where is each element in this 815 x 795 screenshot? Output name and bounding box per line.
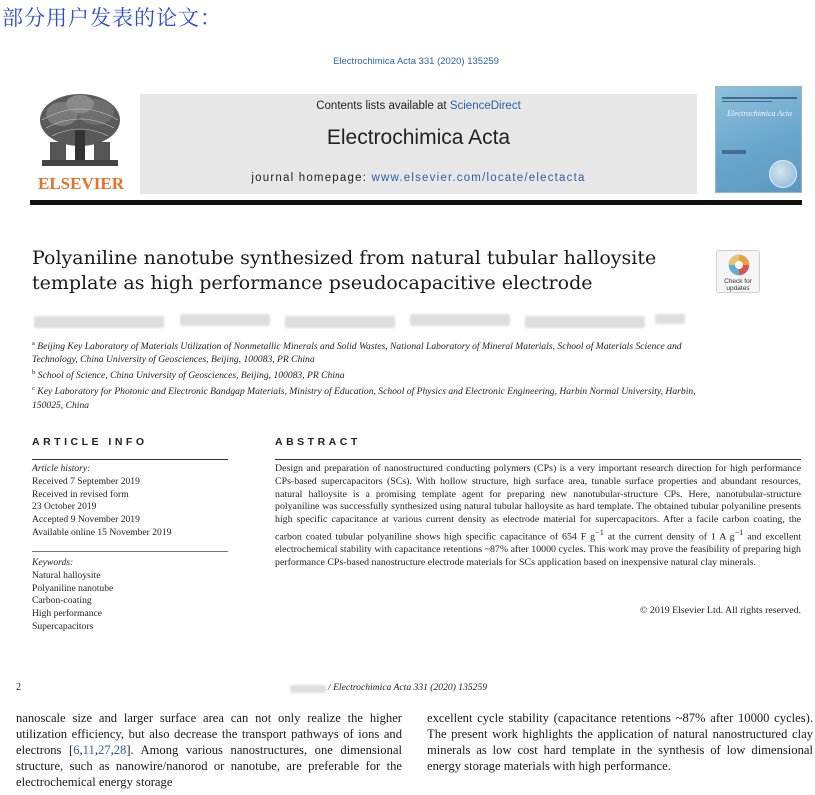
affiliations [32,337,712,412]
keyword-item: Supercapacitors [32,620,94,632]
redacted-author [525,316,645,328]
citation-link[interactable]: 27 [97,743,111,757]
affiliation-c [32,382,712,411]
cover-label [722,150,746,154]
abstract-superscript: −1 [595,527,604,537]
journal-cover-thumbnail[interactable] [715,86,802,193]
affiliation-mark: c [32,385,35,393]
page-caption: 部分用户发表的论文： [2,6,222,30]
abstract-part: and excellent electrochemical stability with capacitance retentions ~87% after 10000 cycles. This work may prove the feasibility of preparing high performance CPs-based nanostructure electrode materials for SCs application based on inexpensive natural clay minerals. [275,531,802,568]
cover-stripe [722,97,797,99]
abstract-text [275,463,801,570]
redacted-author [285,316,395,328]
body-right-column: excellent cycle stability (capacitance retentions ~87% after 10000 cycles). The present work highlights the application of natural nanostructured clay minerals as low cost hard template in the synthesis of low dimensional energy storage materials with high performance. [427,711,813,773]
cover-stripe [722,101,772,102]
redacted-author [34,316,164,328]
header-rule [30,200,802,205]
elsevier-tree-icon [32,90,128,174]
check-updates-line: updates [726,285,750,292]
keywords [32,557,232,634]
elsevier-wordmark: ELSEVIER [38,174,124,193]
homepage-line [140,172,697,184]
homepage-prefix: journal homepage: [251,172,372,184]
article-info-heading: ARTICLE INFO [32,436,148,448]
citation-link[interactable]: 28 [113,743,127,757]
history-item: Received in revised form [32,488,129,500]
journal-name: Electrochimica Acta [326,126,511,149]
affiliation-text: Beijing Key Laboratory of Materials Utilization of Nonmetallic Minerals and Solid Wastes, National Laboratory of Mineral Materials, School of Materials Science and Technology, China University of Geosciences, Beijing, 100083, PR China [32,341,682,366]
history-item: 23 October 2019 [32,501,97,513]
article-title [32,246,712,296]
keywords-rule [32,551,228,552]
citation-link[interactable]: 6 [73,743,80,757]
redacted-author-running [290,685,326,693]
journal-banner [140,94,697,194]
homepage-link[interactable]: www.elsevier.com/locate/electacta [371,172,586,184]
globe-icon [769,160,797,188]
redacted-author [410,314,510,326]
history-item: Received 7 September 2019 [32,475,140,487]
check-updates-line: Check for [724,278,752,285]
check-updates-label [717,278,759,292]
journal-header [30,86,802,196]
copyright: © 2019 Elsevier Ltd. All rights reserved. [639,605,801,616]
affiliation-mark: a [32,340,35,347]
history-label: Article history: [32,463,91,474]
keyword-item: Carbon-coating [32,595,92,607]
body-text: nanoscale size and larger surface area can not only realize the higher utilization efficiency, but also decrease the transport pathways of ions and electrons [ [16,711,402,757]
redacted-author [655,314,685,324]
cover-title: Electrochimica Acta [726,109,793,118]
check-for-updates-button[interactable] [716,250,760,293]
abstract-heading: ABSTRACT [275,436,361,448]
abstract-part: Design and preparation of nanostructured conducting polymers (CPs) is a very important research direction for high performance CPs-based supercapacitors (SCs). With hollow structure, high surface area, tunable surface properties and abundant resources, natural halloysite is a promising template agent for preparing new nanotubular-structure CPs. Here, nanotubular-structure polyaniline was successfully synthesized using natural tubular halloysite as hard template. The obtained tubular polyaniline presents high specific capacitance at various current density as electrode material for supercapacitors. After a facile carbon coating, the carbon coated tubular polyaniline shows high specific capacitance of 654 F g [275,463,801,543]
affiliation-a [32,337,712,366]
abstract-rule [275,459,801,460]
keyword-item: High performance [32,608,103,620]
article-info-rule [32,459,228,460]
affiliation-mark: b [32,369,36,377]
citation-link[interactable]: 11 [82,743,95,757]
sciencedirect-link[interactable]: ScienceDirect [449,100,521,112]
keyword-item: Polyaniline nanotube [32,582,114,594]
journal-reference-link[interactable]: Electrochimica Acta 331 (2020) 135259 [333,56,499,67]
abstract-part: at the current density of 1 A g [603,531,735,543]
keyword-item: Natural halloysite [32,569,101,581]
affiliation-text: School of Science, China University of Geosciences, Beijing, 100083, PR China [37,370,345,382]
keywords-label: Keywords: [32,557,74,568]
title-line: Polyaniline nanotube synthesized from natural tubular halloysite [32,247,657,269]
affiliation-b [32,366,712,382]
page-number: 2 [16,682,21,693]
authors-redacted [30,310,690,332]
crossmark-icon [728,254,750,276]
body-left-column: nanoscale size and larger surface area can not only realize the higher utilization efficiency, but also decrease the transport pathways of ions and electrons [6,11,27,28]. Among various nanostructures, one dimensional structure, such as nanowire/nanorod or nanotube, are preferable for the electrochemical energy storage [16,711,402,789]
contents-prefix: Contents lists available at [316,100,450,112]
title-line: template as high performance pseudocapacitive electrode [32,272,593,294]
abstract-superscript: −1 [734,527,744,537]
article-history [32,463,232,540]
redacted-author [180,314,270,326]
affiliation-text: Key Laboratory for Photonic and Electronic Bandgap Materials, Ministry of Education, School of Physics and Electronic Engineering, Harbin Normal University, Harbin, 150025, China [32,386,696,411]
body-text: ]. Among various nanostructures, one dimensional structure, such as nanowire/nanorod or nanotube, are preferable for the electrochemical energy storage [16,743,402,789]
history-item: Available online 15 November 2019 [32,526,172,538]
contents-line [140,100,697,112]
running-head: / Electrochimica Acta 331 (2020) 135259 [328,682,488,693]
history-item: Accepted 9 November 2019 [32,514,140,526]
elsevier-logo[interactable] [30,86,132,194]
